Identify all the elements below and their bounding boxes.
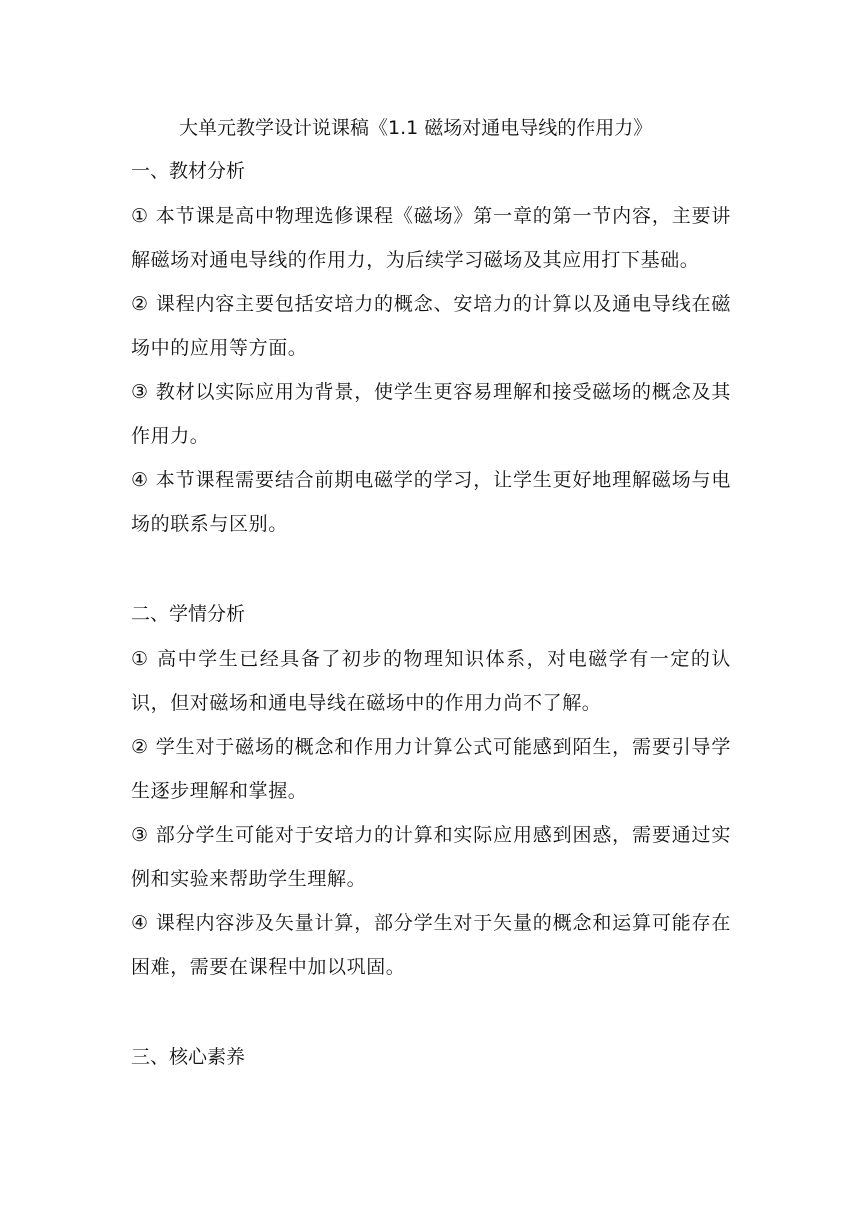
section-heading: 二、学情分析: [131, 603, 246, 625]
section-textbook-analysis: [131, 148, 731, 546]
paragraph-item: ③ 部分学生可能对于安培力的计算和实际应用感到困惑，需要通过实例和实验来帮助学生理解。: [131, 824, 731, 890]
paragraph-item: ④ 本节课程需要结合前期电磁学的学习，让学生更好地理解磁场与电场的联系与区别。: [131, 469, 731, 535]
paragraph-item: ② 课程内容主要包括安培力的概念、安培力的计算以及通电导线在磁场中的应用等方面。: [131, 293, 731, 359]
paragraph-item: ① 高中学生已经具备了初步的物理知识体系，对电磁学有一定的认识，但对磁场和通电导线在磁场中的作用力尚不了解。: [131, 648, 731, 714]
section-heading: 三、核心素养: [131, 1046, 246, 1068]
blank-line: [131, 546, 731, 591]
paragraph-item: ② 学生对于磁场的概念和作用力计算公式可能感到陌生，需要引导学生逐步理解和掌握。: [131, 736, 731, 802]
blank-line: [131, 989, 731, 1034]
section-learner-analysis: [131, 591, 731, 989]
section-heading: 一、教材分析: [131, 160, 246, 182]
paragraph-item: ③ 教材以实际应用为背景，使学生更容易理解和接受磁场的概念及其作用力。: [131, 381, 731, 447]
paragraph-item: ④ 课程内容涉及矢量计算，部分学生对于矢量的概念和运算可能存在困难，需要在课程中加以巩固。: [131, 912, 731, 978]
section-core-literacy: [131, 1034, 731, 1080]
paragraph-item: ① 本节课是高中物理选修课程《磁场》第一章的第一节内容，主要讲解磁场对通电导线的作用力，为后续学习磁场及其应用打下基础。: [131, 205, 731, 271]
document-title: 大单元教学设计说课稿《1.1 磁场对通电导线的作用力》: [179, 117, 653, 139]
document-body: [131, 108, 731, 1080]
